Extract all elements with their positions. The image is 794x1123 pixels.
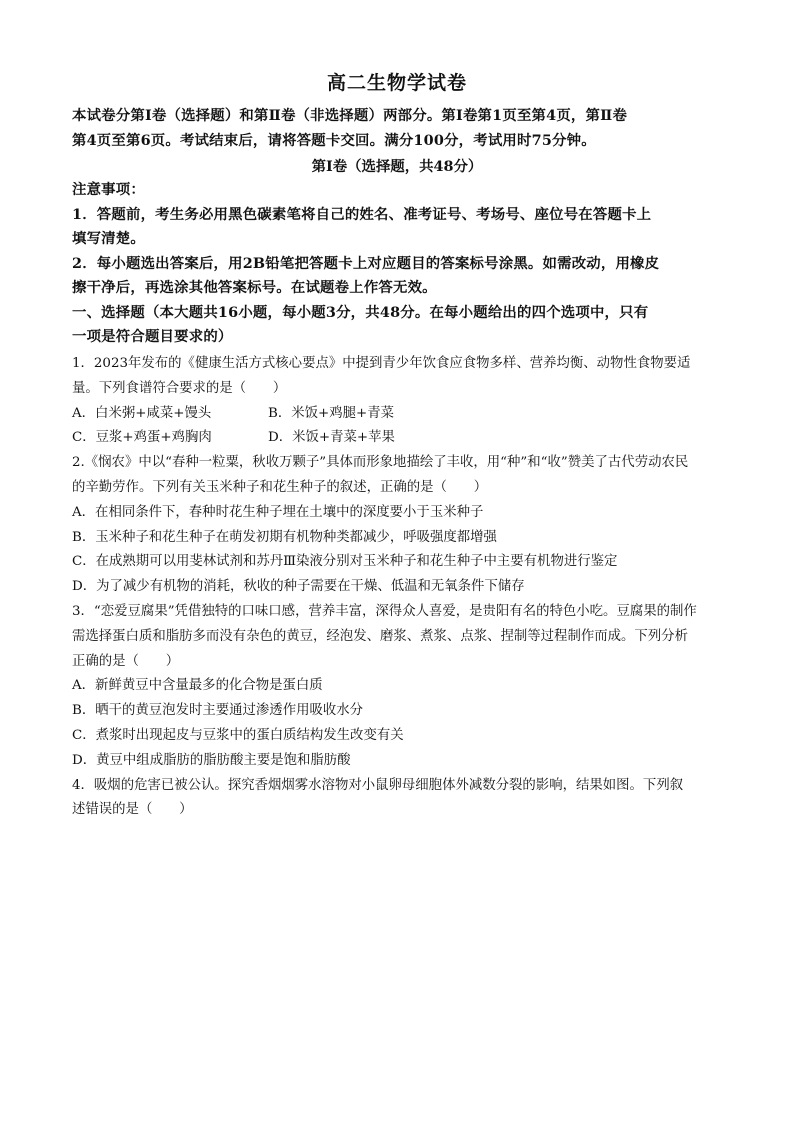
question-1 [72,352,722,451]
notes-line: 1．答题前，考生务必用黑色碳素笔将自己的姓名、准考证号、考场号、座位号在答题卡上 [72,205,652,223]
questions-section [72,352,722,823]
notes-line: 2．每小题选出答案后，用2B铅笔把答题卡上对应题目的答案标号涂黑。如需改动，用橡皮 [72,254,660,272]
option-c: C．煮浆时出现起皮与豆浆中的蛋白质结构发生改变有关 [72,727,404,743]
option-d: D．为了减少有机物的消耗，秋收的种子需要在干燥、低温和无氧条件下储存 [72,579,525,595]
option-row [72,426,722,451]
question-stem: 3．“恋爱豆腐果”凭借独特的口味口感，营养丰富，深得众人喜爱，是贵阳有名的特色小吃。豆腐果的制作 [72,603,697,619]
option-d: D．米饭+青菜+苹果 [268,430,395,446]
question-3 [72,600,722,774]
option-b: B．米饭+鸡腿+青菜 [268,405,395,421]
notes-heading: 注意事项： [72,181,145,198]
question-stem: 正确的是（ ） [72,653,180,669]
option-b: B．玉米种子和花生种子在萌发初期有机物种类都减少，呼吸强度都增强 [72,529,497,545]
exam-intro [72,103,722,153]
option-c: C．在成熟期可以用斐林试剂和苏丹Ⅲ染液分别对玉米种子和花生种子中主要有机物进行鉴定 [72,554,618,570]
option-b: B．晒干的黄豆泡发时主要通过渗透作用吸收水分 [72,703,364,719]
question-stem: 1．2023年发布的《健康生活方式核心要点》中提到青少年饮食应食物多样、营养均衡、动物性食物要适 [72,356,691,371]
notes-line: 填写清楚。 [72,230,145,247]
intro-line: 第4页至第6页。考试结束后，请将答题卡交回。满分100分，考试用时75分钟。 [72,132,596,149]
option-row [72,402,722,427]
part-title: 第Ⅰ卷（选择题，共48分） [311,158,483,175]
question-stem: 需选择蛋白质和脂肪多而没有杂色的黄豆，经泡发、磨浆、煮浆、点浆、捏制等过程制作而成。下列分析 [72,628,688,644]
page-title: 高二生物学试卷 [326,72,467,94]
section-heading: 一项是符合题目要求的） [72,328,233,345]
option-a: A．白米粥+咸菜+馒头 [72,405,212,421]
option-a: A．新鲜黄豆中含量最多的化合物是蛋白质 [72,678,323,694]
question-stem: 述错误的是（ ） [72,802,193,818]
question-stem: 量。下列食谱符合要求的是（ ） [72,380,287,396]
notes-line: 擦干净后，再选涂其他答案标号。在试题卷上作答无效。 [72,279,437,296]
question-stem: 4．吸烟的危害已被公认。探究香烟烟雾水溶物对小鼠卵母细胞体外减数分裂的影响，结果如图。下列叙 [72,777,684,793]
option-a: A．在相同条件下，春种时花生种子埋在土壤中的深度要小于玉米种子 [72,504,484,520]
option-c: C．豆浆+鸡蛋+鸡胸肉 [72,430,212,446]
section-heading: 一、选择题（本大题共16小题，每小题3分，共48分。在每小题给出的四个选项中，只有 [72,303,649,321]
question-2 [72,451,722,600]
question-stem: 2.《悯农》中以“春种一粒粟，秋收万颗子”具体而形象地描绘了丰收，用“种”和“收”赞美了古代劳动农民 [72,455,689,471]
notes-section [72,178,722,350]
question-4 [72,774,722,824]
intro-line: 本试卷分第Ⅰ卷（选择题）和第Ⅱ卷（非选择题）两部分。第Ⅰ卷第1页至第4页，第Ⅱ卷 [72,107,628,124]
question-stem: 的辛勤劳作。下列有关玉米种子和花生种子的叙述，正确的是（ ） [72,479,488,495]
option-d: D．黄豆中组成脂肪的脂肪酸主要是饱和脂肪酸 [72,752,351,768]
